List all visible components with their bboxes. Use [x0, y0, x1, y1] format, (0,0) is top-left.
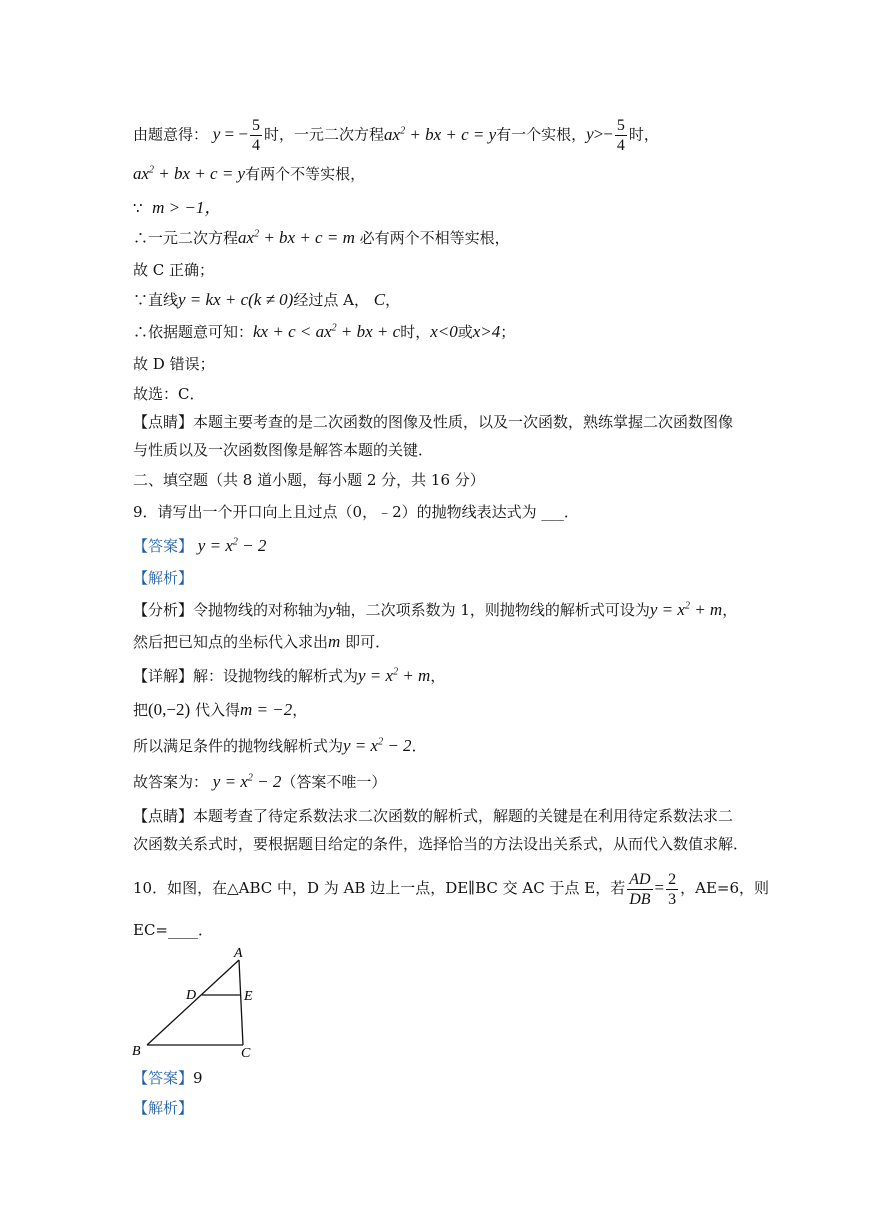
math-m-value: m = −2 — [239, 700, 293, 719]
line-8: 故 D 错误； — [133, 355, 215, 373]
fraction — [615, 116, 627, 155]
frac-den: DB — [629, 890, 651, 908]
math-y: y — [328, 600, 336, 619]
fraction-ad-db — [627, 870, 652, 909]
equals: = — [654, 878, 665, 897]
text: ， — [353, 291, 369, 309]
line-20 — [133, 736, 427, 756]
fraction — [250, 116, 262, 155]
label-b: B — [132, 1044, 141, 1059]
line-14 — [133, 536, 266, 556]
side-ac — [239, 960, 243, 1045]
text: 必有两个不相等实根， — [354, 229, 510, 247]
text: ∵直线 — [133, 291, 179, 309]
math-quad: $ax^2$ + bx + c = y — [133, 164, 246, 183]
point-c: C — [373, 290, 386, 309]
text: 10．如图，在△ABC 中，D 为 AB 边上一点，DE∥BC 交 AC 于点 E，若 — [133, 879, 626, 897]
math-answer: $y = x^2 - 2$ — [197, 536, 267, 555]
line-13: 9．请写出一个开口向上且过点（0，﹣2）的抛物线表达式为 ___． — [133, 503, 579, 521]
math-x-lt: x<0 — [430, 322, 458, 341]
text: 故答案为： — [133, 773, 209, 791]
text: 时， — [400, 323, 431, 341]
math-quad-m: $ax^2$ + bx + c = m — [238, 228, 355, 247]
text: ， — [385, 291, 401, 309]
label-c: C — [241, 1046, 251, 1061]
answer-label: 【答案】 — [133, 537, 194, 555]
line-11: 与性质以及一次函数图像是解答本题的关键． — [133, 441, 434, 459]
text: 有一个实根， — [496, 125, 587, 144]
text: 轴，二次项系数为 1，则抛物线的解析式可设为 — [335, 601, 650, 619]
text: 时，一元二次方程 — [264, 125, 385, 144]
text: 代入得 — [194, 701, 240, 719]
line-15: 【解析】 — [133, 569, 194, 587]
math-eq: = − — [220, 124, 249, 144]
line-21 — [133, 772, 386, 792]
label-a: A — [234, 946, 243, 961]
answer-value: 9 — [193, 1069, 203, 1087]
label-e: E — [244, 989, 253, 1004]
frac-num: 5 — [616, 117, 625, 134]
text: 由题意得： — [133, 125, 209, 144]
text: ∴依据题意可知： — [133, 323, 254, 341]
text: 经过点 — [293, 291, 339, 309]
text: 【详解】解：设抛物线的解析式为 — [133, 667, 359, 685]
line-6 — [133, 290, 400, 310]
frac-num: 5 — [252, 117, 261, 134]
text: 或 — [457, 323, 473, 341]
math-x-gt: x>4 — [472, 322, 501, 341]
math-answer: $y = x^2 - 2$ — [212, 772, 282, 791]
math-m: m — [328, 632, 341, 651]
line-10: 【点睛】本题主要考查的是二次函数的图像及性质，以及一次函数，熟练掌握二次函数图像 — [133, 413, 734, 431]
math-parabola: $y = x^2 + m$ — [649, 600, 723, 619]
point-a: A — [343, 291, 354, 309]
line-12: 二、填空题（共 8 道小题，每小题 2 分，共 16 分） — [133, 471, 485, 489]
line-26 — [133, 1068, 203, 1088]
line-27: 【解析】 — [133, 1099, 194, 1117]
text: 有两个不等实根， — [245, 165, 366, 183]
text: （答案不唯一） — [281, 773, 387, 791]
frac-den: 4 — [616, 137, 625, 154]
math-quad: $ax^2$ + bx + c = y — [384, 124, 497, 144]
math-cond: m > −1， — [152, 198, 222, 217]
line-24 — [133, 868, 769, 909]
math-ineq: kx + $c < ax^2$ + bx + c — [253, 322, 401, 341]
line-4 — [133, 228, 510, 248]
text: ∴一元二次方程 — [133, 229, 239, 247]
math-y: y — [586, 124, 594, 144]
math-point: (0,−2) — [148, 700, 191, 719]
text: ， — [292, 701, 308, 719]
text: 所以满足条件的抛物线解析式为 — [133, 737, 344, 755]
text: 即可． — [345, 633, 391, 651]
text: ，AE=6，则 — [680, 879, 770, 897]
line-7 — [133, 322, 515, 342]
fraction-2-3 — [666, 870, 678, 909]
text: 然后把已知点的坐标代入求出 — [133, 633, 329, 651]
line-17 — [133, 632, 390, 652]
frac-num: 2 — [668, 870, 677, 888]
because-symbol: ∵ — [133, 199, 143, 217]
text: ， — [430, 667, 446, 685]
line-23: 次函数关系式时，要根据题目给定的条件，选择恰当的方法设出关系式，从而代入数值求解． — [133, 835, 749, 853]
line-18 — [133, 666, 445, 686]
math-gt: >− — [593, 124, 613, 144]
math-answer: $y = x^2 - 2$ — [343, 736, 412, 755]
line-19 — [133, 700, 307, 720]
line-9: 故选：C． — [133, 385, 205, 403]
text: 【分析】令抛物线的对称轴为 — [133, 601, 329, 619]
line-25: EC=____． — [133, 921, 213, 939]
label-d: D — [186, 988, 197, 1003]
line-1 — [133, 116, 659, 155]
text: ； — [500, 323, 516, 341]
frac-den: 4 — [252, 137, 261, 154]
line-22: 【点睛】本题考查了待定系数法求二次函数的解析式，解题的关键是在利用待定系数法求二 — [133, 807, 734, 825]
frac-den: 3 — [668, 890, 677, 908]
line-16 — [133, 600, 737, 620]
frac-num: AD — [629, 870, 651, 888]
math-y-eq: y — [212, 124, 221, 144]
math-parabola: $y = x^2 + m$ — [358, 666, 431, 685]
math-line: y = kx + c(k ≠ 0) — [178, 290, 294, 309]
text: ． — [411, 737, 427, 755]
text: 时， — [628, 125, 659, 144]
line-3 — [133, 198, 221, 218]
text: ， — [722, 601, 738, 619]
line-5: 故 C 正确； — [133, 261, 215, 279]
line-2 — [133, 164, 365, 184]
triangle-figure — [128, 944, 268, 1062]
text: 把 — [133, 701, 149, 719]
answer-label: 【答案】 — [133, 1069, 194, 1087]
